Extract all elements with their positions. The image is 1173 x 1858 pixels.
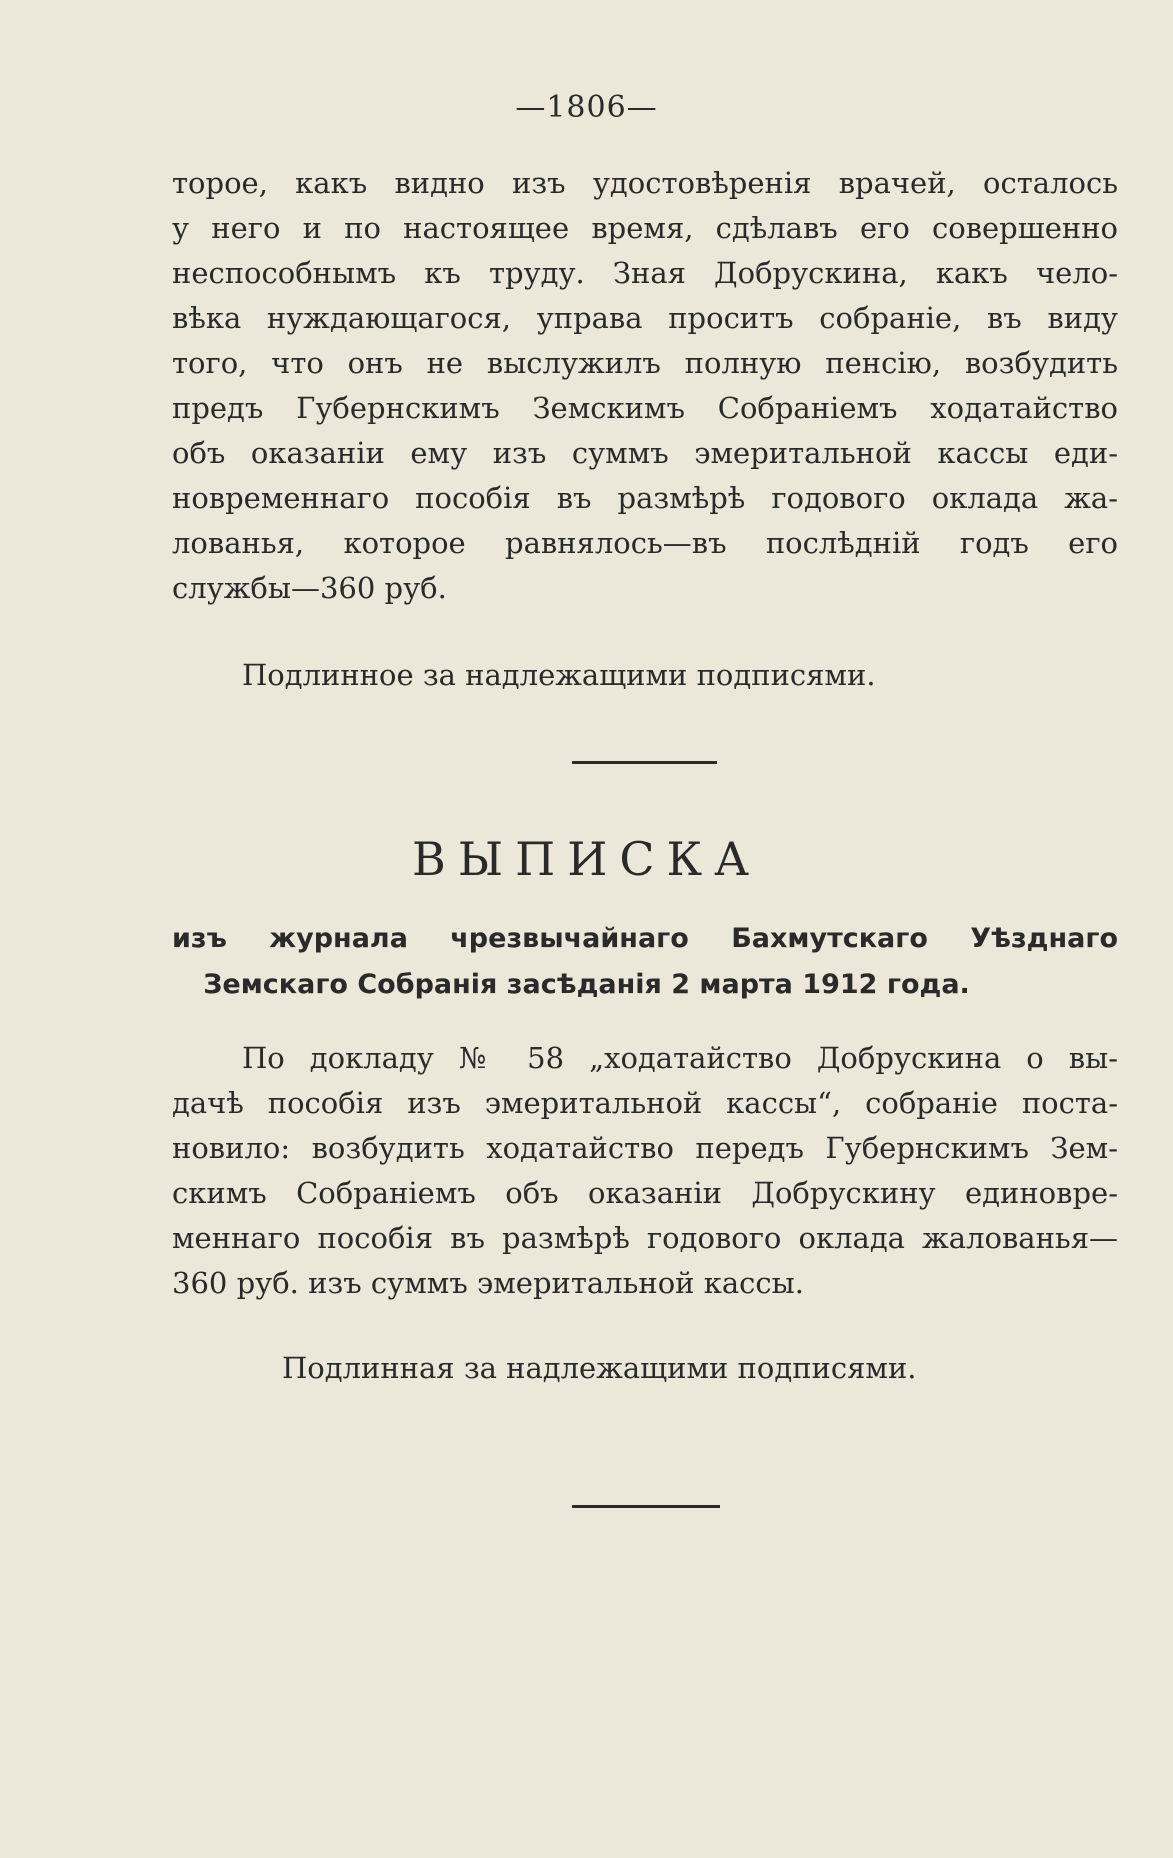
signature-note: Подлинная за надлежащими подписями.: [282, 1351, 917, 1385]
paragraph-line: По докладу № 58 „ходатайство Добрускина о вы-: [242, 1041, 1118, 1075]
paragraph-line: вѣка нуждающагося, управа проситъ собраніе, въ виду: [172, 301, 1118, 335]
divider: [572, 1505, 720, 1508]
divider: [572, 761, 717, 764]
paragraph-line: лованья, которое равнялось—въ послѣдній годъ его: [172, 526, 1118, 560]
paragraph-line: предъ Губернскимъ Земскимъ Собраніемъ ходатайство: [172, 391, 1118, 425]
paragraph-line: 360 руб. изъ суммъ эмеритальной кассы.: [172, 1266, 804, 1300]
section-heading: ВЫПИСКА: [412, 832, 761, 886]
subheading-line: Земскаго Собранія засѣданія 2 марта 1912 года.: [203, 969, 970, 1000]
paragraph-line: неспособнымъ къ труду. Зная Добрускина, какъ чело-: [172, 256, 1118, 290]
paragraph-line: меннаго пособія въ размѣрѣ годового оклада жалованья—: [172, 1221, 1118, 1255]
paragraph-line: того, что онъ не выслужилъ полную пенсію, возбудить: [172, 346, 1118, 380]
page-number: —1806—: [515, 90, 658, 125]
paragraph-line: у него и по настоящее время, сдѣлавъ его совершенно: [172, 211, 1118, 245]
paragraph-line: скимъ Собраніемъ объ оказаніи Добрускину единовре-: [172, 1176, 1118, 1210]
paragraph-line: службы—360 руб.: [172, 571, 447, 605]
paragraph-line: объ оказаніи ему изъ суммъ эмеритальной кассы еди-: [172, 436, 1118, 470]
paragraph-line: новременнаго пособія въ размѣрѣ годового оклада жа-: [172, 481, 1118, 515]
paragraph-line: торое, какъ видно изъ удостовѣренія врачей, осталось: [172, 166, 1118, 200]
paragraph-line: новило: возбудить ходатайство передъ Губернскимъ Зем-: [172, 1131, 1118, 1165]
paragraph-line: дачѣ пособія изъ эмеритальной кассы“, собраніе поста-: [172, 1086, 1118, 1120]
signature-note: Подлинное за надлежащими подписями.: [242, 658, 876, 692]
subheading-line: изъ журнала чрезвычайнаго Бахмутскаго Уѣзднаго: [172, 923, 1118, 954]
